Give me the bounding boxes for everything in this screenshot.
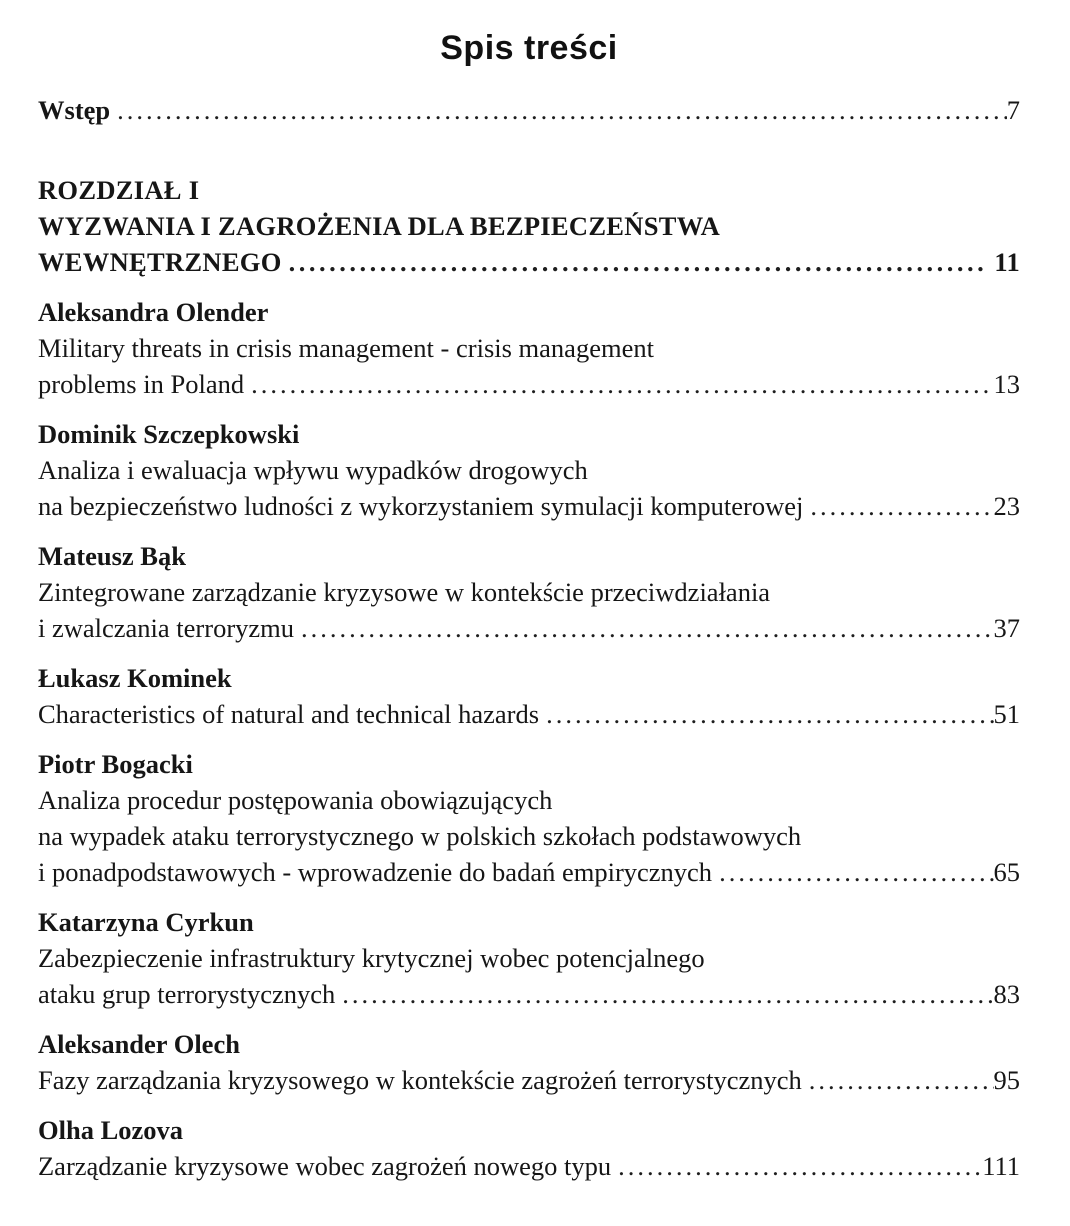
entry-title-last-line: ataku grup terrorystycznych [38,979,336,1009]
entry-last-row [38,488,1020,524]
entry-author: Aleksander Olech [38,1029,240,1059]
entry-last-row [38,1062,1020,1098]
entry-author: Łukasz Kominek [38,663,232,693]
entry-title-last-line: na bezpieczeństwo ludności z wykorzystaniem symulacji komputerowej [38,491,804,521]
entry-title-last-line: i zwalczania terroryzmu [38,613,295,643]
entry-last-row [38,610,1020,646]
entry-author: Olha Lozova [38,1115,184,1145]
dot-leader [289,244,985,280]
entry-last-row [38,976,1020,1012]
entry-title-last-line: Fazy zarządzania kryzysowego w kontekście zagrożeń terrorystycznych [38,1065,802,1095]
entry-title-line: Military threats in crisis management - crisis management [38,333,654,363]
page-number: 51 [993,699,1020,729]
entry-title-line: Analiza procedur postępowania obowiązujących [38,785,553,815]
dot-leader [810,488,993,524]
entry-last-row [38,696,1020,732]
chapter-title-line: WYZWANIA I ZAGROŻENIA DLA BEZPIECZEŃSTWA [38,211,721,241]
toc-entry [38,416,1020,524]
chapter-title-last-line: WEWNĘTRZNEGO [38,247,282,277]
entry-author: Piotr Bogacki [38,749,193,779]
entry-author: Mateusz Bąk [38,541,186,571]
page-number: 83 [993,979,1020,1009]
dot-leader [251,366,993,402]
page-number: 23 [993,491,1020,521]
entry-title-last-line: problems in Poland [38,369,245,399]
page-number: 111 [982,1151,1020,1181]
entry-author: Katarzyna Cyrkun [38,907,254,937]
toc-chapter-block [38,172,1020,280]
toc-entry [38,904,1020,1012]
entry-title-line: Analiza i ewaluacja wpływu wypadków drogowych [38,455,588,485]
dot-leader [809,1062,994,1098]
page-title: Spis treści [440,29,618,67]
toc-front-matter-row [38,92,1020,128]
dot-leader [117,92,1007,128]
toc-entry [38,746,1020,890]
dot-leader [301,610,993,646]
entry-author: Dominik Szczepkowski [38,419,300,449]
front-matter-label: Wstęp [38,95,111,125]
entry-title-line: Zabezpieczenie infrastruktury krytycznej wobec potencjalnego [38,943,705,973]
toc-entry [38,660,1020,732]
toc-entries [38,294,1020,1184]
toc-entry [38,294,1020,402]
entry-title-line: Zintegrowane zarządzanie kryzysowe w kontekście przeciwdziałania [38,577,771,607]
chapter-label: ROZDZIAŁ I [38,175,200,205]
dot-leader [618,1148,982,1184]
entry-title-line: na wypadek ataku terrorystycznego w polskich szkołach podstawowych [38,821,802,851]
dot-leader [719,854,993,890]
toc-entry [38,1026,1020,1098]
page-number: 7 [1006,95,1020,125]
entry-last-row [38,1148,1020,1184]
entry-author: Aleksandra Olender [38,297,269,327]
dot-leader [546,696,993,732]
entry-title-last-line: i ponadpodstawowych - wprowadzenie do badań empirycznych [38,857,713,887]
page-number: 37 [993,613,1020,643]
toc-entry [38,538,1020,646]
page-number: 65 [993,857,1020,887]
page-number: 13 [993,369,1020,399]
page-number: 11 [994,247,1020,277]
entry-last-row [38,366,1020,402]
entry-title-last-line: Characteristics of natural and technical hazards [38,699,540,729]
page-number: 95 [993,1065,1020,1095]
entry-last-row [38,854,1020,890]
toc-entry [38,1112,1020,1184]
entry-title-last-line: Zarządzanie kryzysowe wobec zagrożeń nowego typu [38,1151,612,1181]
chapter-last-row [38,244,1020,280]
dot-leader [342,976,993,1012]
